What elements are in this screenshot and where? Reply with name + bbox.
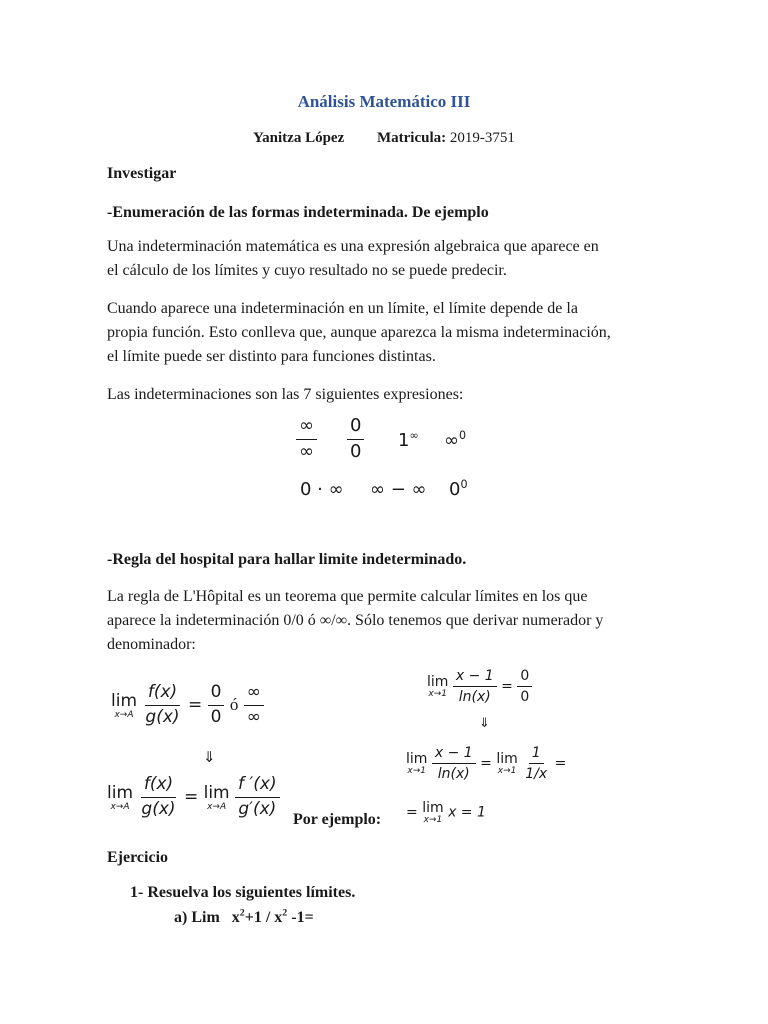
form-inf-exp: 0 <box>459 429 467 442</box>
equals-sign: = <box>406 804 418 821</box>
paragraph-2-line-1: Cuando aparece una indeterminación en un límite, el límite depende de la <box>107 300 578 317</box>
lim-sub: x→A <box>114 709 134 720</box>
inf-num: ∞ <box>244 683 264 706</box>
form-zero-pow-zero <box>449 479 468 500</box>
lhopital-formula-1 <box>111 683 264 727</box>
one-over-x: 1/x <box>525 766 548 783</box>
example-den: ln(x) <box>437 766 470 783</box>
paragraph-3: Las indeterminaciones son las 7 siguientes expresiones: <box>107 386 464 403</box>
form-zero-den: 0 <box>350 440 362 462</box>
equals-sign: = <box>501 678 513 695</box>
section-ejercicio: Ejercicio <box>107 849 169 866</box>
form-zz-exp: 0 <box>460 478 468 491</box>
f-prime: f ′(x) <box>235 775 280 798</box>
form-one-base: 1 <box>398 430 410 451</box>
paragraph-4-line-2: aparece la indeterminación 0/0 ó ∞/∞. Sólo tenemos que derivar numerador y <box>107 612 604 629</box>
f-of-x: f(x) <box>145 683 180 706</box>
form-inf-base: ∞ <box>444 430 459 451</box>
section-investigar: Investigar <box>107 165 177 182</box>
author-name-text: Yanitza López <box>253 130 345 146</box>
lim-sub: x→1 <box>428 689 447 700</box>
heading-regla-hospital: -Regla del hospital para hallar limite indeterminado. <box>107 551 467 568</box>
implies-arrow-right: ⇓ <box>479 716 490 731</box>
example-den: ln(x) <box>458 689 491 706</box>
example-line-1 <box>427 668 532 705</box>
lim-label: lim <box>111 690 138 711</box>
form-zz-base: 0 <box>449 479 461 500</box>
lim-sub: x→1 <box>497 766 517 777</box>
example-result: x = 1 <box>448 804 486 821</box>
form-zero-times-inf: 0 · ∞ <box>300 479 344 500</box>
item-a-label: a) Lim <box>174 909 220 926</box>
one-num: 1 <box>529 745 544 764</box>
matricula-label: Matricula: <box>377 130 447 146</box>
or-word: ó <box>229 695 239 715</box>
lim-sub: x→1 <box>423 815 443 825</box>
paragraph-1-line-1: Una indeterminación matemática es una expresión algebraica que aparece en <box>107 238 599 255</box>
g-of-x: g(x) <box>145 706 180 727</box>
form-zero-num: 0 <box>347 416 364 440</box>
zero-num: 0 <box>517 668 532 687</box>
matricula <box>377 130 515 147</box>
author-name <box>253 130 344 147</box>
form-zero-over-zero <box>347 416 364 462</box>
lim-sub: x→A <box>207 801 227 812</box>
equals-sign: = <box>187 695 203 716</box>
exercise-item-1: 1- Resuelva los siguientes límites. <box>130 884 356 901</box>
item-a-middle: +1 / x <box>244 909 283 926</box>
example-num: x − 1 <box>432 745 476 764</box>
form-inf-den: ∞ <box>299 440 314 462</box>
item-a-exp-2: 2 <box>282 907 288 919</box>
paragraph-4-line-3: denominador: <box>107 636 196 653</box>
lim-label: lim <box>422 800 444 816</box>
equals-sign: = <box>554 755 567 772</box>
item-a-x: x <box>231 909 240 926</box>
item-a-end: -1= <box>287 909 314 926</box>
example-num: x − 1 <box>453 668 497 687</box>
inf-den: ∞ <box>246 706 261 727</box>
equals-sign: = <box>183 787 199 808</box>
item-a-exp-1: 2 <box>239 907 245 919</box>
paragraph-2-line-3: el límite puede ser distinto para funciones distintas. <box>107 348 436 365</box>
form-one-pow-inf <box>398 430 419 451</box>
lim-label: lim <box>406 751 428 768</box>
exercise-item-a <box>174 906 314 930</box>
f-of-x: f(x) <box>141 775 176 798</box>
lim-sub: x→1 <box>407 766 426 777</box>
lim-label: lim <box>107 782 134 803</box>
example-line-2 <box>406 745 566 782</box>
paragraph-2-line-2: propia función. Esto conlleva que, aunque aparezca la misma indeterminación, <box>107 324 611 341</box>
zero-den: 0 <box>520 689 530 706</box>
paragraph-1-line-2: el cálculo de los límites y cuyo resultado no se puede predecir. <box>107 262 507 279</box>
lim-label: lim <box>496 751 518 768</box>
heading-enumeracion: -Enumeración de las formas indeterminada. De ejemplo <box>107 204 489 221</box>
document-title: Análisis Matemático III <box>297 92 471 111</box>
implies-arrow-left: ⇓ <box>203 748 216 766</box>
form-one-exp: ∞ <box>409 429 419 442</box>
form-inf-minus-inf: ∞ − ∞ <box>370 479 427 500</box>
matricula-value: 2019-3751 <box>449 130 515 146</box>
g-of-x: g(x) <box>141 798 176 819</box>
form-inf-num: ∞ <box>296 416 317 440</box>
lhopital-formula-2 <box>107 775 280 819</box>
example-line-3 <box>406 800 486 825</box>
zero-num: 0 <box>208 683 225 706</box>
lim-label: lim <box>427 674 449 691</box>
form-inf-pow-zero <box>444 430 466 451</box>
lim-sub: x→A <box>110 801 130 812</box>
form-inf-over-inf <box>296 416 317 462</box>
zero-den: 0 <box>210 706 222 727</box>
g-prime: g′(x) <box>238 798 277 819</box>
lim-label: lim <box>203 782 230 803</box>
por-ejemplo-label: Por ejemplo: <box>293 811 382 828</box>
paragraph-4-line-1: La regla de L'Hôpital es un teorema que permite calcular límites en los que <box>107 588 588 605</box>
equals-sign: = <box>480 755 492 772</box>
